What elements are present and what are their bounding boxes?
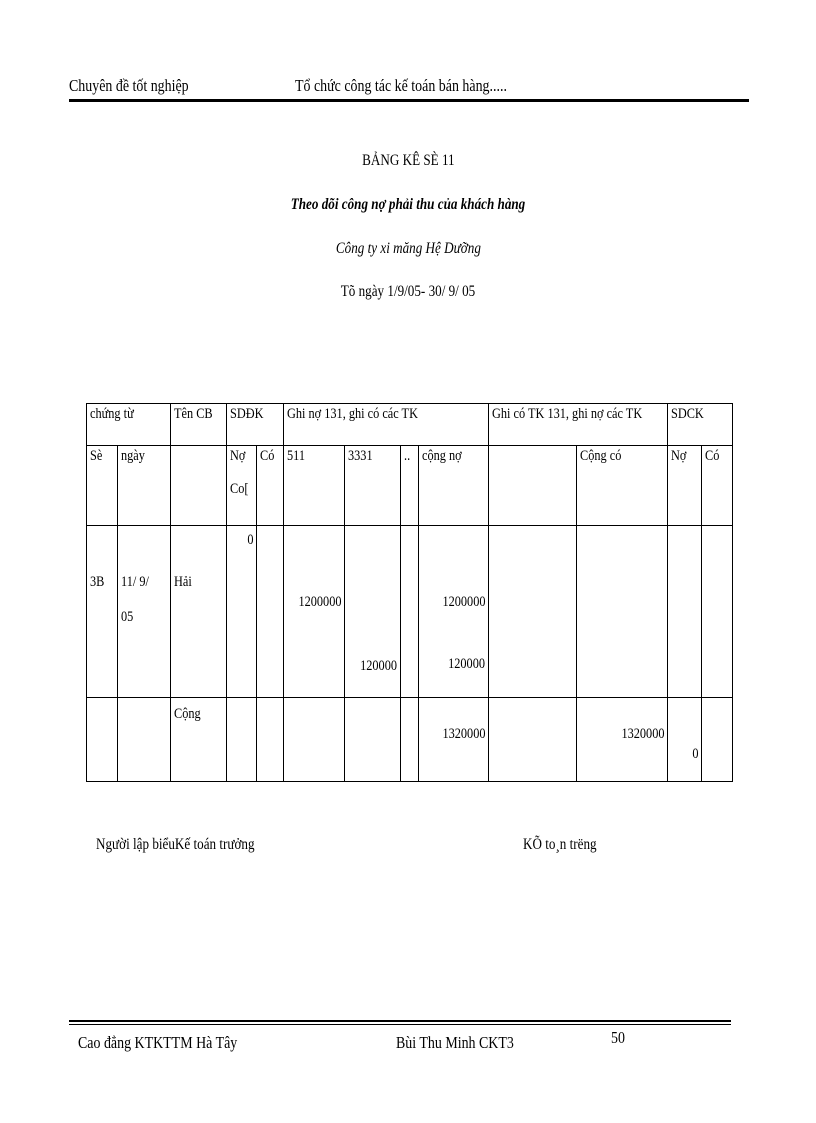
total-so (87, 698, 118, 782)
entry-sdck-co (702, 526, 733, 698)
header-center: Tổ chức công tác kế toán bán hàng..... (295, 76, 507, 95)
entry-ten: Hải (171, 526, 227, 698)
signature-right: KÕ to¸n trëng (523, 836, 597, 853)
ledger-table (86, 403, 733, 782)
total-3331 (345, 698, 401, 782)
header-sddk: SDĐK (227, 404, 284, 446)
subheader-sddk-no: Nợ Co[ (227, 446, 257, 526)
subheader-so: Sè (87, 446, 118, 526)
subheader-dots: .. (401, 446, 419, 526)
header-chung-tu: chứng từ (87, 404, 171, 446)
signature-left: Người lập biểuKế toán trưởng (96, 836, 255, 853)
entry-so: 3B (87, 526, 118, 698)
header-left: Chuyên đề tốt nghiệp (69, 76, 189, 95)
footer-center: Bùi Thu Minh CKT3 (396, 1033, 514, 1052)
footer-rule (69, 1020, 731, 1022)
header-ghi-co: Ghi có TK 131, ghi nợ các TK (489, 404, 668, 446)
subheader-sddk-co: Có (257, 446, 284, 526)
entry-3331: 120000 (345, 526, 401, 698)
table-row (87, 526, 733, 698)
subheader-cong-no: cộng nợ (419, 446, 489, 526)
header-sdck: SDCK (668, 404, 733, 446)
subheader-ngay: ngày (118, 446, 171, 526)
sub-header-row (87, 446, 733, 526)
table-subtitle: Theo dõi công nợ phải thu của khách hàng (290, 196, 526, 213)
total-sdck-no: 0 (668, 698, 702, 782)
entry-sddk-no: 0 (227, 526, 257, 698)
total-sddk-no (227, 698, 257, 782)
header-rule (69, 99, 749, 102)
total-cong-no: 1320000 (419, 698, 489, 782)
total-cong-co: 1320000 (577, 698, 668, 782)
total-sdck-co (702, 698, 733, 782)
total-dots (401, 698, 419, 782)
footer-left: Cao đẳng KTKTTM Hà Tây (78, 1033, 238, 1052)
entry-511: 1200000 (284, 526, 345, 698)
subheader-ghi-co-empty (489, 446, 577, 526)
total-511 (284, 698, 345, 782)
total-label: Cộng (171, 698, 227, 782)
header-ten-cb: Tên CB (171, 404, 227, 446)
entry-ghi-co (489, 526, 577, 698)
subheader-ten-empty (171, 446, 227, 526)
total-ghi-co (489, 698, 577, 782)
total-sddk-co (257, 698, 284, 782)
page-number: 50 (611, 1028, 625, 1047)
entry-cong-no: 1200000 120000 (419, 526, 489, 698)
entry-sdck-no (668, 526, 702, 698)
footer-rule-thin (69, 1024, 731, 1025)
group-header-row (87, 404, 733, 446)
entry-sddk-co (257, 526, 284, 698)
subheader-cong-co: Cộng có (577, 446, 668, 526)
header-ghi-no: Ghi nợ 131, ghi có các TK (284, 404, 489, 446)
period: Tõ ngày 1/9/05- 30/ 9/ 05 (340, 283, 476, 300)
table-title: BẢNG KÊ SÈ 11 (361, 152, 455, 169)
subheader-511: 511 (284, 446, 345, 526)
total-row (87, 698, 733, 782)
entry-dots (401, 526, 419, 698)
total-ngay (118, 698, 171, 782)
entry-ngay: 11/ 9/ 05 (118, 526, 171, 698)
entry-cong-co (577, 526, 668, 698)
subheader-3331: 3331 (345, 446, 401, 526)
company-name: Công ty xi măng Hệ Dưỡng (335, 240, 481, 257)
subheader-sdck-no: Nợ (668, 446, 702, 526)
subheader-sdck-co: Có (702, 446, 733, 526)
